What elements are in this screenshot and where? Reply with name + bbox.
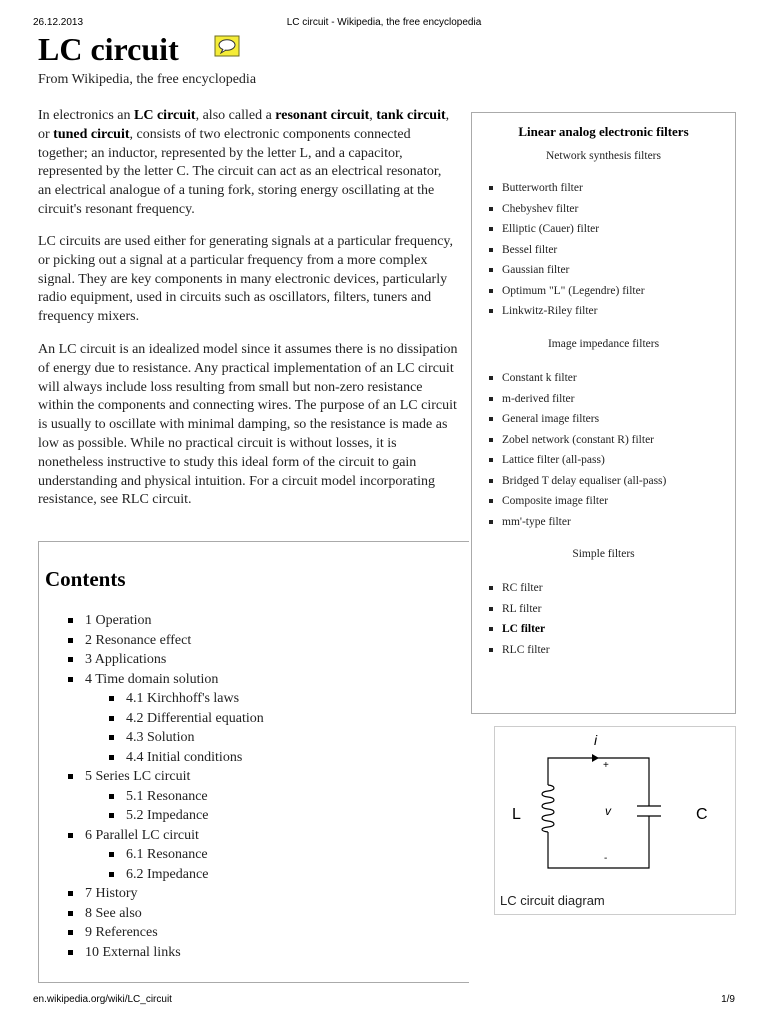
minus-label: -: [604, 853, 608, 864]
toc-text: History: [95, 886, 138, 901]
print-date: 26.12.2013: [33, 17, 84, 28]
toc-number: 4.3: [126, 730, 144, 745]
toc-number: 5.2: [126, 808, 144, 823]
navbox-title[interactable]: Linear analog electronic filters: [518, 124, 689, 139]
bold-term: LC circuit: [134, 108, 196, 123]
usage-paragraph: LC circuits are used either for generating signals at a particular frequency, or picking out a signal at a particular frequency from a more complex signal. They are key components in many electronic devices, particularly radio equipment, used in circuits such as oscillators, filters, tuners and frequency mixers.: [38, 234, 454, 325]
toc-text: See also: [95, 905, 142, 921]
toc-text: Series LC circuit: [95, 769, 191, 784]
page-number: 1/9: [721, 994, 735, 1005]
toc-text: Operation: [95, 613, 152, 628]
toc-item[interactable]: [68, 750, 264, 770]
text-run: , consists of two electronic components connected together; an inductor, represented by the letter L, and a capacitor, represented by the letter C. The circuit can act as an electrical resonator, an electrical analogue of a tuning fork, storing energy oscillating at the circuit's resonant frequency.: [38, 126, 442, 217]
toc-item[interactable]: [68, 633, 264, 653]
circuit-figure: [494, 726, 736, 915]
navbox-item[interactable]: Butterworth filter: [489, 181, 645, 202]
navbox-item[interactable]: Constant k filter: [489, 371, 666, 392]
toc-number: 9: [85, 925, 92, 940]
navbox-item[interactable]: m-derived filter: [489, 392, 666, 413]
toc-text: Solution: [147, 730, 195, 745]
toc-text: Resonance: [147, 788, 208, 804]
voltage-label: v: [605, 804, 611, 818]
current-label: i: [594, 732, 598, 748]
toc-number: 6.1: [126, 847, 144, 862]
toc-number: 1: [85, 613, 92, 628]
intro-paragraph: [38, 107, 458, 220]
toc-number: 5: [85, 769, 92, 784]
capacitor-label: C: [696, 806, 708, 823]
filters-navbox: [471, 112, 736, 714]
print-title: LC circuit - Wikipedia, the free encyclopedia: [286, 17, 482, 28]
print-url: en.wikipedia.org/wiki/LC_circuit: [33, 994, 172, 1005]
toc-number: 5.1: [126, 788, 144, 804]
print-footer: [0, 994, 768, 1008]
toc-item[interactable]: [68, 945, 264, 965]
toc-item[interactable]: [68, 613, 264, 633]
toc-item[interactable]: [68, 652, 264, 672]
idealization-paragraph: An LC circuit is an idealized model since it assumes there is no dissipation of energy due to resistance. Any practical implementation of an LC circuit will always include loss resulting from small but non-zero resistance within the components and connecting wires. The purpose of an LC circuit is usually to oscillate with minimal damping, so the resistance is made as low as possible. While no practical circuit is without losses, it is nonetheless instructive to study this ideal form of the circuit to gain understanding and physical intuition. For a circuit model incorporating resistance, see RLC circuit.: [38, 342, 458, 508]
navbox-item[interactable]: Composite image filter: [489, 494, 666, 515]
toc-number: 10: [85, 944, 99, 960]
tagline: From Wikipedia, the free encyclopedia: [38, 72, 257, 87]
toc-number: 8: [85, 905, 92, 921]
toc-number: 4.1: [126, 691, 144, 706]
navbox-item[interactable]: Elliptic (Cauer) filter: [489, 222, 645, 243]
navbox-list: [489, 371, 666, 535]
toc-text: Impedance: [147, 866, 209, 882]
plus-label: +: [603, 760, 609, 771]
toc-item[interactable]: [68, 925, 264, 945]
navbox-item[interactable]: RLC filter: [489, 643, 550, 664]
toc-item[interactable]: [68, 691, 264, 711]
toc-text: Parallel LC circuit: [95, 827, 199, 843]
toc-number: 6.2: [126, 866, 144, 882]
navbox-item[interactable]: RC filter: [489, 581, 550, 602]
toc-text: Initial conditions: [147, 749, 243, 765]
navbox-list: [489, 581, 550, 663]
navbox-item-current: LC filter: [489, 622, 550, 643]
bold-term: resonant circuit: [275, 108, 370, 123]
navbox-group-heading: Image impedance filters: [547, 338, 660, 350]
toc-text: Resonance effect: [95, 632, 192, 648]
navbox-item[interactable]: Zobel network (constant R) filter: [489, 433, 666, 454]
toc-number: 4: [85, 671, 92, 687]
toc-number: 2: [85, 632, 92, 648]
toc-item[interactable]: [68, 828, 264, 848]
bold-term: tank circuit: [376, 108, 446, 123]
toc-number: 6: [85, 827, 92, 843]
toc-number: 4.4: [126, 749, 144, 765]
speech-bubble-icon[interactable]: [214, 35, 240, 57]
toc-title: Contents: [45, 567, 126, 591]
navbox-item[interactable]: mm'-type filter: [489, 515, 666, 536]
navbox-group-heading: Simple filters: [572, 548, 635, 560]
figure-caption: LC circuit diagram: [500, 893, 605, 908]
toc-item[interactable]: [68, 847, 264, 867]
toc-text: Impedance: [147, 808, 209, 823]
text-run: , also called a: [195, 108, 276, 123]
text-run: In electronics an: [38, 108, 135, 123]
toc-text: Resonance: [147, 847, 208, 862]
toc-item[interactable]: [68, 711, 264, 731]
navbox-item[interactable]: Optimum "L" (Legendre) filter: [489, 284, 645, 305]
navbox-item[interactable]: RL filter: [489, 602, 550, 623]
toc-number: 3: [85, 652, 92, 667]
toc-item[interactable]: [68, 672, 264, 692]
toc-text: References: [95, 925, 158, 940]
text-run: ,: [369, 108, 377, 123]
toc-item[interactable]: [68, 769, 264, 789]
toc-number: 4.2: [126, 710, 144, 726]
navbox-item[interactable]: General image filters: [489, 412, 666, 433]
navbox-item[interactable]: Linkwitz-Riley filter: [489, 304, 645, 325]
text-run: , or: [38, 108, 450, 142]
navbox-item[interactable]: Bessel filter: [489, 243, 645, 264]
navbox-item[interactable]: Chebyshev filter: [489, 202, 645, 223]
toc-list: [68, 613, 264, 964]
print-header: [0, 17, 768, 31]
toc-text: External links: [102, 944, 181, 960]
toc-item[interactable]: [68, 730, 264, 750]
navbox-item[interactable]: Lattice filter (all-pass): [489, 453, 666, 474]
inductor-label: L: [512, 806, 521, 823]
toc-text: Differential equation: [147, 710, 264, 726]
navbox-item[interactable]: Bridged T delay equaliser (all-pass): [489, 474, 666, 495]
toc-item[interactable]: [68, 886, 264, 906]
toc-item[interactable]: [68, 867, 264, 887]
navbox-list: [489, 181, 645, 325]
lc-circuit-diagram[interactable]: [495, 727, 735, 893]
table-of-contents: [38, 541, 469, 983]
toc-text: Kirchhoff's laws: [147, 691, 240, 706]
toc-item[interactable]: [68, 789, 264, 809]
bold-term: tuned circuit: [53, 126, 130, 142]
navbox-item[interactable]: Gaussian filter: [489, 263, 645, 284]
navbox-group-heading: Network synthesis filters: [546, 150, 661, 162]
toc-text: Applications: [94, 652, 167, 667]
toc-text: Time domain solution: [95, 671, 219, 687]
toc-item[interactable]: [68, 906, 264, 926]
toc-number: 7: [85, 886, 92, 901]
toc-item[interactable]: [68, 808, 264, 828]
page-title: LC circuit: [38, 31, 179, 67]
